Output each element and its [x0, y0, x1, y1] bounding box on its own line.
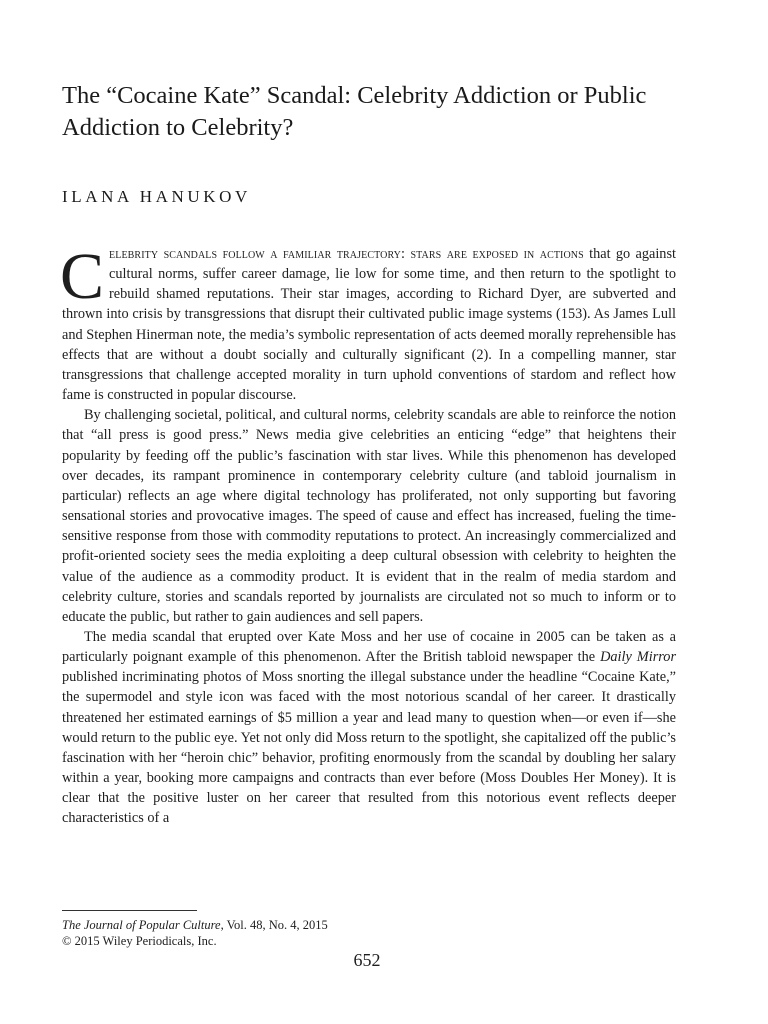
citation-line [62, 917, 328, 933]
paragraph-2: By challenging societal, political, and cultural norms, celebrity scandals are able to reinforce the notion that “all press is good press.” News media give celebrities an enticing “edge” that heightens their popularity by feeding off the public’s fascination with star lives. While this phenomenon has developed over decades, its rampant prominence in contemporary celebrity culture (and tabloid journalism in particular) reflects an age where digital technology has proliferated, not only supporting but favoring sensational stories and provocative images. The speed of cause and effect has increased, fueling the time-sensitive response from those with commodity reputations to protect. An increasingly commercialized and profit-oriented society sees the media exploiting a deep cultural obsession with celebrity to heighten the value of the audience as a commodity product. It is evident that in the realm of media stardom and celebrity culture, stories and scandals reported by journalists are circulated not so much to inform or to educate the public, but rather to gain audiences and sell papers. [62, 407, 676, 625]
footnote-divider [62, 910, 197, 911]
page-number: 652 [353, 950, 381, 970]
copyright-line: © 2015 Wiley Periodicals, Inc. [62, 934, 217, 948]
article-title: The “Cocaine Kate” Scandal: Celebrity Addiction or Public Addiction to Celebrity? [62, 82, 647, 141]
paragraph-3 [62, 627, 676, 829]
drop-cap: C [60, 240, 105, 313]
small-caps-lead: elebrity scandals follow a familiar trajectory: stars are exposed in actions [109, 246, 584, 262]
author-name: ILANA HANUKOV [62, 187, 251, 206]
paragraph-3-text-b: published incriminating photos of Moss snorting the illegal substance under the headline “Cocaine Kate,” the supermodel and style icon was faced with the most notorious scandal of her career. It drastically threatened her estimated earnings of $5 million a year and lead many to question when—or even if—she would return to the public eye. Yet not only did Moss return to the spotlight, she capitalized off the public’s fascination with her “heroin chic” behavior, profiting enormously from the scandal by doubling her salary within a year, booking more campaigns and contracts than ever before (Moss Doubles Her Money). It is clear that the positive luster on her career that resulted from this notorious event reflects deeper characteristics of a [62, 669, 676, 827]
footnote [62, 917, 328, 949]
newspaper-title: Daily Mirror [600, 649, 677, 666]
article-body [60, 240, 677, 829]
paragraph-3-text-a: The media scandal that erupted over Kate Moss and her use of cocaine in 2005 can be taken as a particularly poignant example of this phenomenon. After the British tabloid newspaper the [62, 628, 676, 666]
journal-issue: , Vol. 48, No. 4, 2015 [220, 918, 328, 932]
paragraph-1 [60, 240, 676, 405]
paragraph-1-text: that go against cultural norms, suffer career damage, lie low for some time, and then return to the spotlight to rebuild shamed reputations. Their star images, according to Richard Dyer, are subverted and thrown into crisis by transgressions that disrupt their cultivated public image systems (153). As James Lull and Stephen Hinerman note, the media’s symbolic representation of acts deemed morally reprehensible has effects that are without a doubt socially and culturally significant (2). In a compelling manner, star transgressions that challenge accepted morality in turn uphold conventions of stardom and reflect how fame is constructed in popular discourse. [62, 246, 676, 404]
journal-name: The Journal of Popular Culture [62, 918, 221, 932]
